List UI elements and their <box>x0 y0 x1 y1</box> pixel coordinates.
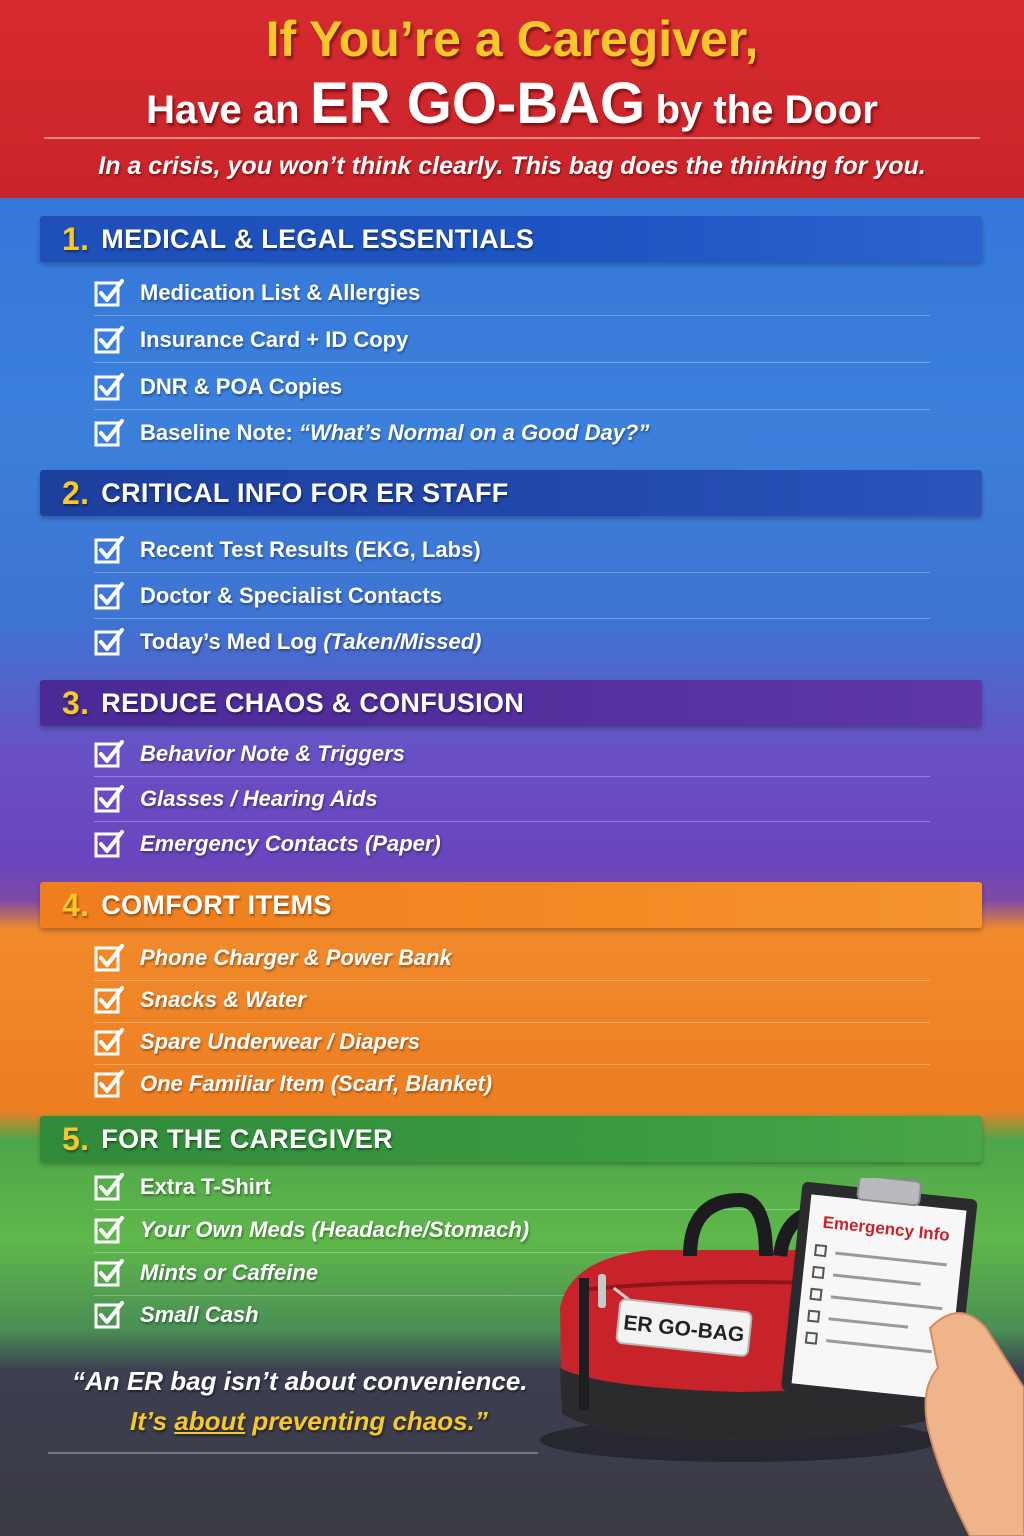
title-line-1: If You’re a Caregiver, <box>265 11 759 67</box>
checkbox-icon <box>94 627 124 657</box>
item-label <box>140 420 649 446</box>
list-item <box>94 317 930 363</box>
checkbox-icon <box>94 784 124 814</box>
item-label: Doctor & Specialist Contacts <box>140 582 442 608</box>
quote-line-2-pre: It’s <box>130 1406 175 1436</box>
section-4-header <box>40 882 982 928</box>
checkbox-icon <box>94 418 124 448</box>
subtitle: In a crisis, you won’t think clearly. This bag does the thinking for you. <box>98 152 926 180</box>
list-item <box>94 270 930 316</box>
list-item <box>94 619 930 665</box>
list-item <box>94 935 930 981</box>
checkbox-icon <box>94 535 124 565</box>
item-label-prefix: Baseline Note: <box>140 420 293 445</box>
clipboard-title: Emergency Info <box>821 1212 951 1245</box>
quote-line-1: “An ER bag isn’t about convenience. <box>72 1366 528 1396</box>
title-line-2-pre: Have an <box>146 88 300 132</box>
list-item <box>94 573 930 619</box>
checkbox-icon <box>94 1300 124 1330</box>
list-item <box>94 776 930 822</box>
item-label: Glasses / Hearing Aids <box>140 785 378 811</box>
title-line-2-post: by the Door <box>655 88 878 132</box>
section-3-number: 3. <box>62 684 90 721</box>
item-label: Medication List & Allergies <box>140 279 421 305</box>
checkbox-icon <box>94 278 124 308</box>
checkbox-icon <box>94 739 124 769</box>
section-1-header <box>40 216 982 262</box>
hand-icon <box>926 1313 1024 1536</box>
section-4-number: 4. <box>62 886 90 923</box>
section-1-title: MEDICAL & LEGAL ESSENTIALS <box>101 223 535 254</box>
item-label: Extra T-Shirt <box>140 1173 271 1199</box>
checkbox-icon <box>94 581 124 611</box>
list-item <box>94 364 930 410</box>
item-label: Behavior Note & Triggers <box>140 740 405 766</box>
list-item <box>94 821 930 867</box>
item-label: Small Cash <box>140 1302 259 1327</box>
checkbox-icon <box>94 829 124 859</box>
section-2-title: CRITICAL INFO FOR ER STAFF <box>101 477 509 508</box>
title-line-2-emphasis: ER GO-BAG <box>310 71 646 136</box>
item-label: Emergency Contacts (Paper) <box>140 831 441 856</box>
list-item <box>94 977 930 1023</box>
section-2-header <box>40 470 982 516</box>
item-label: Snacks & Water <box>140 986 306 1012</box>
item-label-prefix: Today’s Med Log <box>140 629 318 654</box>
checkbox-icon <box>94 1027 124 1057</box>
checkbox-icon <box>94 1258 124 1288</box>
section-4-title: COMFORT ITEMS <box>101 889 332 920</box>
quote-line-2-underlined: about <box>174 1406 246 1436</box>
checkbox-icon <box>94 1172 124 1202</box>
header-divider <box>44 137 980 139</box>
checkbox-icon <box>94 325 124 355</box>
bag-tag-label: ER GO-BAG <box>622 1311 746 1347</box>
list-item <box>94 731 930 777</box>
item-label-note: (Taken/Missed) <box>323 629 482 654</box>
checkbox-icon <box>94 1069 124 1099</box>
list-item <box>94 1061 930 1107</box>
section-5-header <box>40 1116 982 1162</box>
item-label: Your Own Meds (Headache/Stomach) <box>140 1216 530 1242</box>
list-item <box>94 527 930 573</box>
section-5-number: 5. <box>62 1120 90 1157</box>
checkbox-icon <box>94 943 124 973</box>
go-bag-illustration <box>540 1178 1024 1536</box>
item-label-quote: “What’s Normal on a Good Day?” <box>298 420 650 445</box>
item-label: Mints or Caffeine <box>140 1259 319 1285</box>
quote-line-2-post: preventing chaos.” <box>245 1406 488 1436</box>
item-label: Spare Underwear / Diapers <box>140 1028 421 1054</box>
section-1-number: 1. <box>62 220 90 257</box>
section-5-title: FOR THE CAREGIVER <box>101 1123 393 1154</box>
title-line-2 <box>0 70 1024 137</box>
item-label: DNR & POA Copies <box>140 373 343 399</box>
checkbox-icon <box>94 1215 124 1245</box>
quote-line-2 <box>130 1406 488 1437</box>
checkbox-icon <box>94 985 124 1015</box>
checkbox-icon <box>94 372 124 402</box>
header-banner <box>0 0 1024 198</box>
section-3-header <box>40 680 982 726</box>
section-3-title: REDUCE CHAOS & CONFUSION <box>101 687 525 718</box>
item-label <box>140 629 481 655</box>
quote-divider <box>48 1452 538 1454</box>
section-2-number: 2. <box>62 474 90 511</box>
list-item <box>94 410 930 456</box>
item-label: Recent Test Results (EKG, Labs) <box>140 536 481 562</box>
item-label: Insurance Card + ID Copy <box>140 326 409 352</box>
item-label: One Familiar Item (Scarf, Blanket) <box>140 1071 493 1096</box>
item-label: Phone Charger & Power Bank <box>140 944 452 970</box>
list-item <box>94 1019 930 1065</box>
